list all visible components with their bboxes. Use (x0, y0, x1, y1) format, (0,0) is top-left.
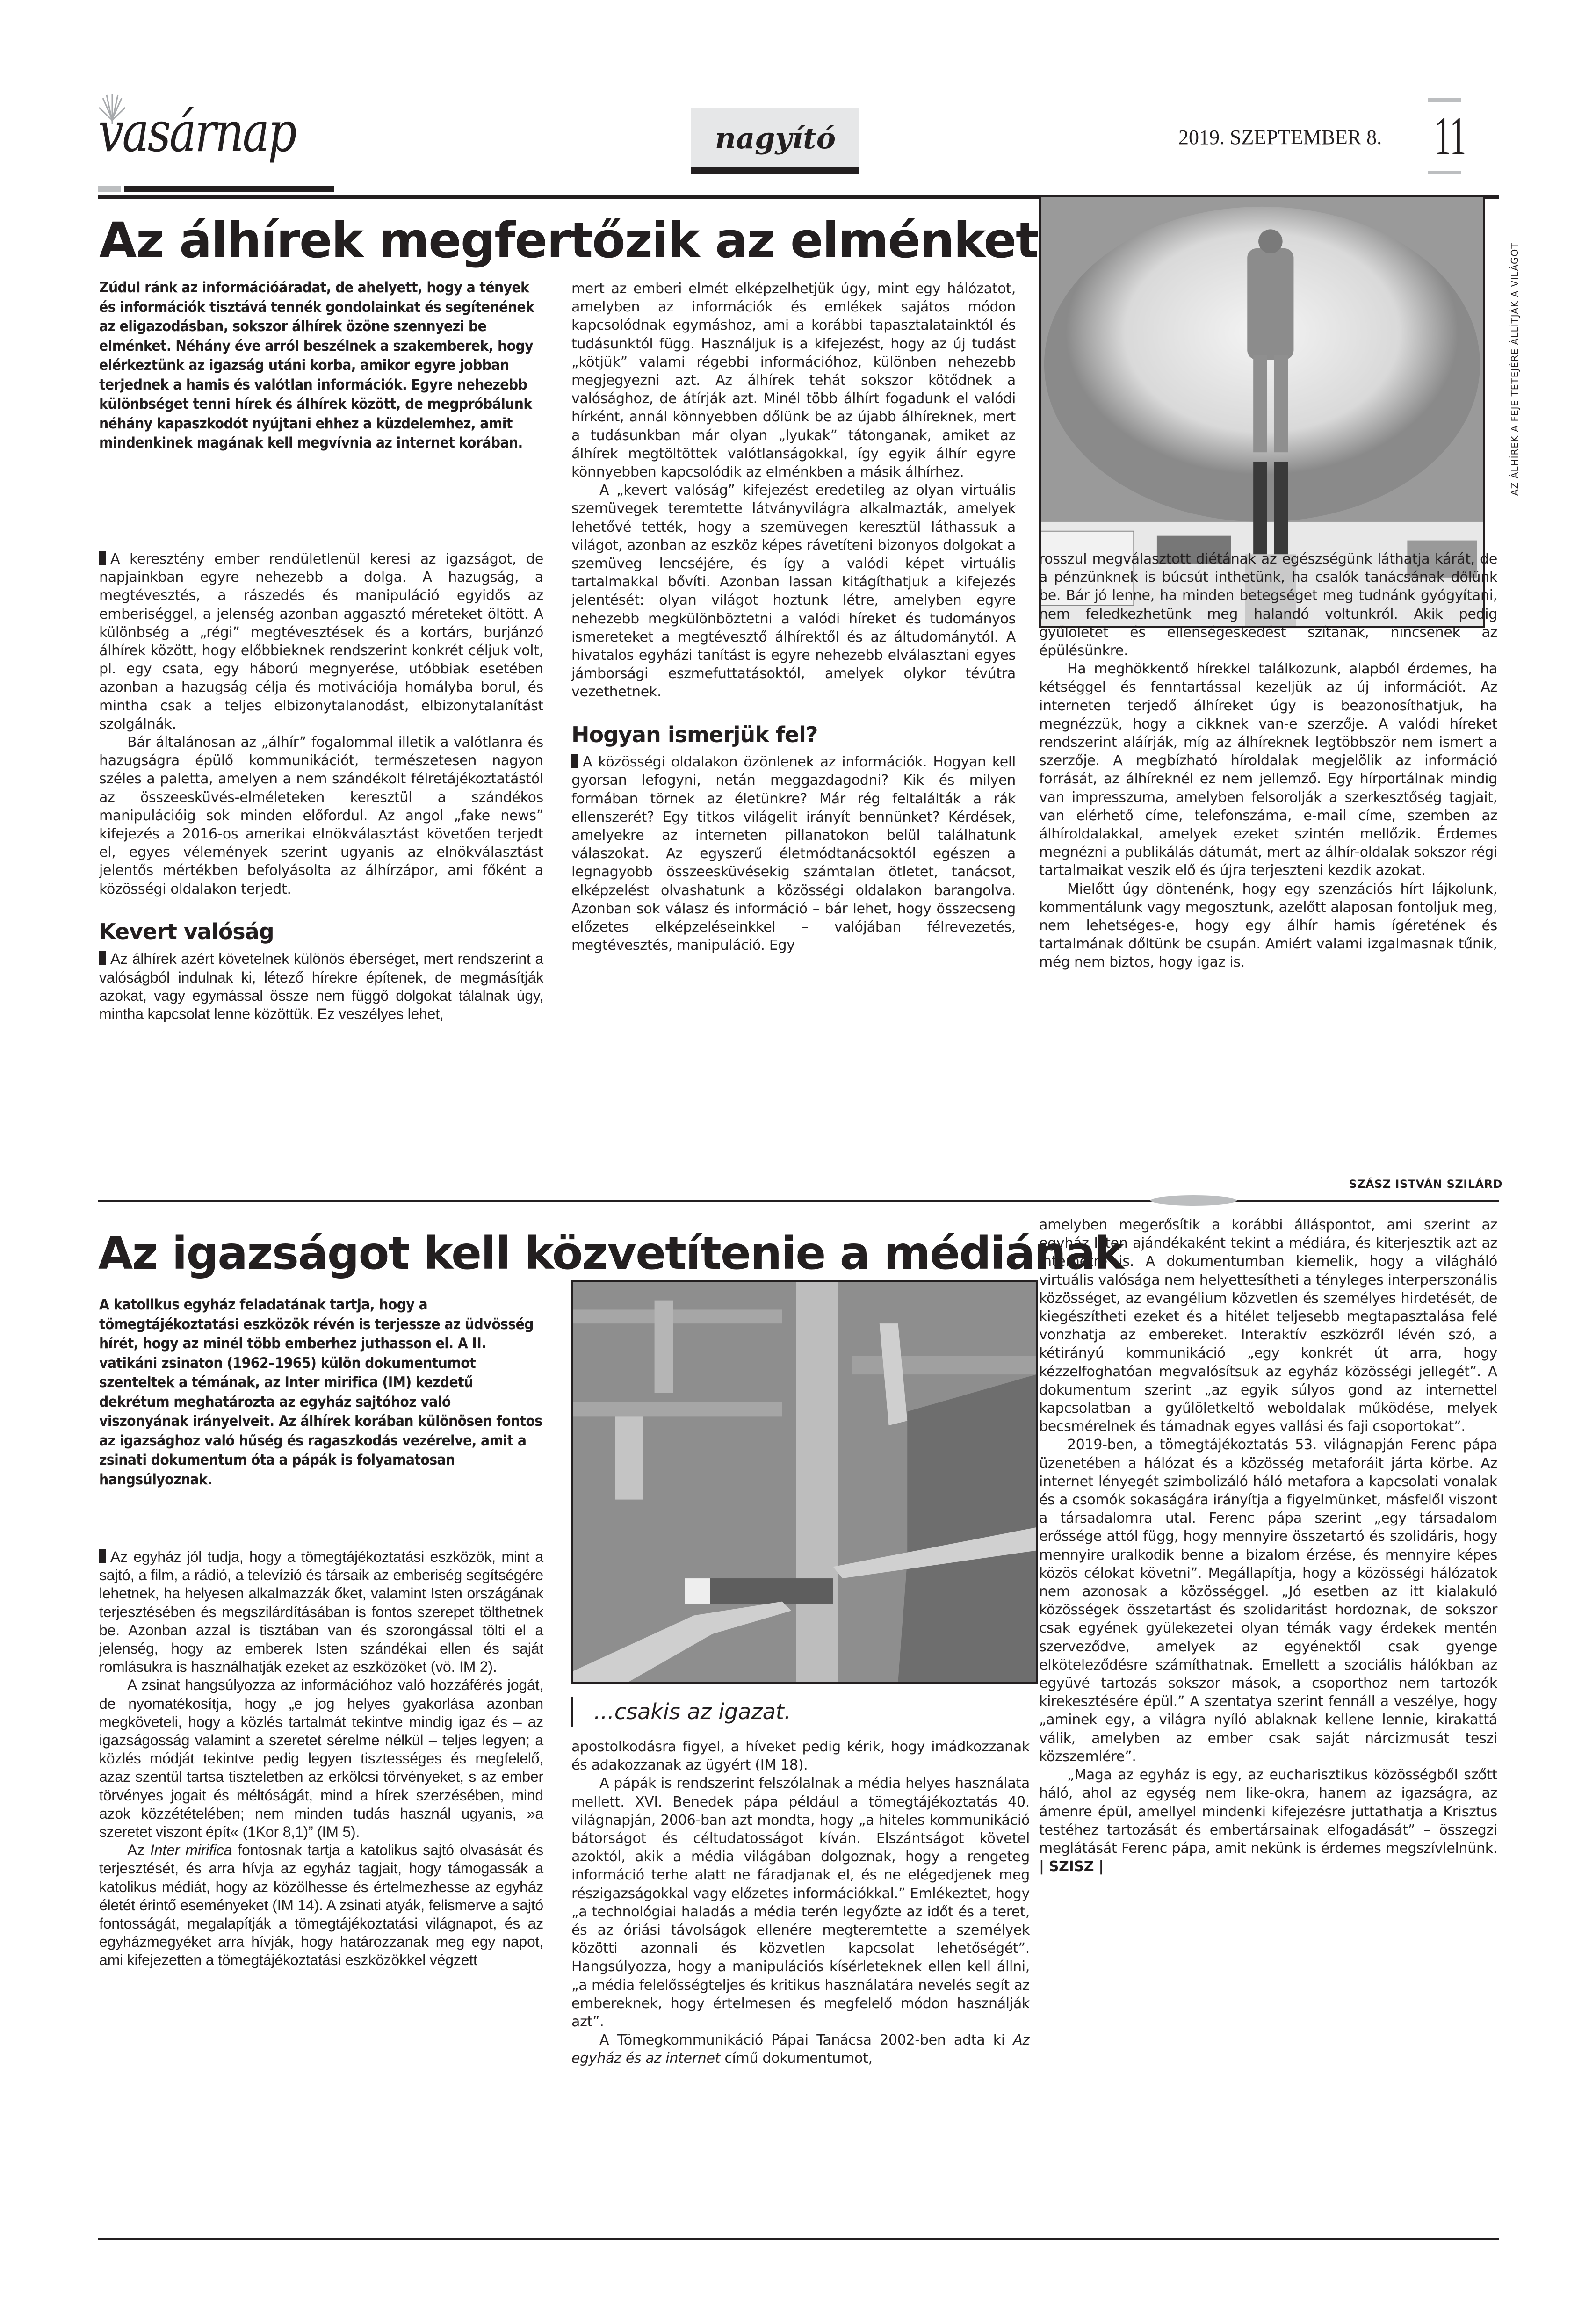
article1-paragraph: A keresztény ember rendületlenül keresi az igazságot, de napjainkban egyre nehezebb a dolga. A hazugság, a megtévesztés, a rászedés és manipuláció egyidős az emberiséggel, a jelenség azonban aggasztó méreteket öltött. A különbség a „régi” megtévesztések és a kortárs, burjánzó álhírek között, hogy előbbieknek rendszerint konkrét céljuk volt, pl. egy csata, egy háború megnyerése, utóbbiak esetében azonban a hazugság célja és motivációja homályba borul, és mintha csak a teljes elbizonytalanodást, elbizonytalanítást szolgálnák. (99, 550, 543, 733)
article1-subhead-hogyan: Hogyan ismerjük fel? (571, 722, 818, 747)
article2-lead: A katolikus egyház feladatának tartja, hogy a tömegtájékoztatási eszközök révén is terjessze az üdvösség hírét, hogy az minél több emberhez juthasson el. A II. vatikáni zsinaton (1962–1965) külön dokumentumot szenteltek a témának, az Inter mirifica (IM) kezdetű dekrétum meghatározta az egyház sajtóhoz való viszonyának irányelveit. Az álhírek korában különösen fontos az igazsághoz való hűség és ragaszkodás vezérelve, amit a zsinati dokumentum óta a pápák is folyamatosan hangsúlyoznak. (99, 1296, 542, 1488)
page-number-top-tick (1428, 98, 1461, 102)
article2-column-1 (99, 1548, 543, 1970)
oath-photo-caption: ...csakis az igazat. (571, 1697, 791, 1727)
logo-text: vasárnap (98, 100, 296, 164)
article2-paragraph: Az egyház jól tudja, hogy a tömegtájékoztatási eszközök, mint a sajtó, a film, a rádió, a televízió és társaik az emberiség segítségére lehetnek, ha helyesen alkalmazzák őket, valamint Isten országának terjesztésében és megszilárdításában is fontos szerepet tölthetnek be. Azonban azzal is tisztában van és szorongással tölti el a jelenség, hogy az emberek Isten szándékai ellen és saját romlásukra is használhatják ezeket az eszközöket (vö. IM 2). (99, 1548, 543, 1676)
article1-paragraph: Ha meghökkentő hírekkel találkozunk, alapból érdemes, ha kétséggel és fenntartással kezeljük az új információt. Az interneten terjedő álhíreket úgy is beazonosíthatjuk, ha megnézzük, hogy a cikknek van-e szerzője. A valódi híreket rendszerint aláírják, míg az álhíreknek legtöbbször nem ismert a szerzője. A megbízható híroldalak megjelölik az információ forrását, az álhíreknél ez nem jellemző. Egy hírportálnak mindig van impresszuma, amelyben felsorolják a szerkesztőség tagjait, van elérhető címe, telefonszáma, e-mail címe, szemben az álhíroldalakkal, amelyek ezeket szintén mellőzik. Érdemes megnézni a publikálás dátumát, mert az álhír-oldalak sokszor régi tartalmaikat veszik elő és újra terjeszteni kezdik azokat. (1039, 661, 1497, 879)
section-label: nagyító (715, 121, 836, 155)
inter-mirifica-title: Inter mirifica (150, 1842, 232, 1859)
issue-date: 2019. SZEPTEMBER 8. (1178, 126, 1382, 149)
article1-column-1 (99, 550, 543, 1023)
page-number-bottom-tick (1428, 171, 1461, 174)
article1-paragraph: Mielőtt úgy döntenénk, hogy egy szenzációs hírt lájkolunk, kommentálunk vagy megosztunk, azelőtt alaposan fontoljuk meg, nem lehetséges-e, hogy egy álhír hamis ígéretének és tartalmának dőltünk be csupán. Amiért valami izgalmasnak tűnik, még nem biztos, hogy igaz is. (1039, 881, 1497, 971)
article2-paragraph: apostolkodásra figyel, a híveket pedig kérik, hogy imádkozzanak és adakozzanak az ügyért (IM 18). (571, 1739, 1030, 1774)
article2-headline: Az igazságot kell közvetítenie a médiának (98, 1227, 1124, 1279)
article1-paragraph: A közösségi oldalakon özönlenek az információk. Hogyan kell gyorsan lefogyni, netán meggazdagodni? Kik és milyen formában törnek az életünkre? Már rég feltalálták a rák ellenszerét? Egy titkos világelit irányít bennünket? Kérdések, amelyekre az interneten pillanatokon belül találhatunk válaszokat. Az egyszerű életmódtanácsoktól egészen a legnagyobb összeesküvésekig számtalan ötletet, tanácsot, elképzelést olvashatunk a közösségi oldalakon barangolva. Azonban sok válasz és információ – bár lehet, hogy összecseng előzetes elképzeléseinkkel – valójában félrevezetés, megtévesztés, manipuláció. Egy (571, 753, 1016, 954)
byline-rule (1029, 1200, 1499, 1202)
article1-paragraph: rosszul megválasztott diétának az egészségünk láthatja kárát, de a pénzünknek is búcsút inthetünk, ha csalók tanácsának dőlünk be. Bár jó lenne, ha minden betegséget meg tudnánk gyógyítani, nem feledkezhetünk meg halandó voltunkról. Akik pedig gyűlöletet és ellenségeskedést szítanak, nincsenek az épülésünkre. (1039, 551, 1497, 659)
article-separator-rule (98, 1200, 1031, 1202)
byline-oval (1150, 1195, 1237, 1206)
article2-column-3 (1039, 1216, 1497, 1876)
hand-on-bible-image (573, 1282, 1036, 1682)
article2-signature: | SZISZ | (1039, 1858, 1104, 1875)
page-number-box (1428, 98, 1466, 174)
page-number: 11 (1434, 105, 1466, 166)
article1-paragraph: A „kevert valóság” kifejezést eredetileg az olyan virtuális szemüvegek teremtette látványvilágra alkalmazták, amelyek lehetővé tették, hogy a szemüvegen keresztül láthassuk a világot, azonban az eszköz képes rávetíteni bizonyos dolgokat a szemüveg lencséjére, és így a valódi képet virtuális tartalmakkal bővíti. Azonban lassan kitágíthatjuk a kifejezés jelentését: olyan világot hoztunk létre, amelyben egyre nehezebb megkülönböztetni a valódi híreket és tudományos ismereteket a megtévesztő álhírektől és az áltudománytól. A hivatalos egyházi tanítást is egyre nehezebb elválasztani egyes jámborsági eszmefuttatásoktól, amelyek olykor tévútra vezethetnek. (571, 482, 1016, 701)
article2-paragraph: amelyben megerősítik a korábbi álláspontot, ami szerint az egyház Isten ajándékaként tekint a médiára, és kiterjesztik azt az internetre is. A dokumentumban kiemelik, hogy a világháló virtuális valósága nem helyettesítheti a tényleges interperszonális közösséget, az evangélium közvetlen és személyes hirdetését, de kiegészítheti ezeket és a hitélet teljesebb megtapasztalása felé vonzhatja az embereket. Interaktív eszközről lévén szó, a kétirányú kommunikáció „egy konkrét út arra, hogy kézzelfoghatóan megvalósítsuk az egyház közösségi jellegét”. A dokumentum szerint „az egyik súlyos gond az internettel kapcsolatban a gyűlöletkeltő weboldalak működése, melyek becsmérelnek és támadnak egyes vallási és faji csoportokat”. (1039, 1217, 1497, 1435)
article1-subhead-kevert: Kevert valóság (99, 918, 274, 944)
logo-underline (98, 186, 334, 192)
article1-headline: Az álhírek megfertőzik az elménket (99, 212, 1038, 269)
section-tab (691, 108, 859, 174)
article1-lead: Zúdul ránk az információáradat, de ahelyett, hogy a tények és információk tisztává tennék gondolainkat és segítenének az eligazodásban, sokszor álhírek özöne szennyezi be elménket. Néhány éve arról beszélnek a szakemberek, hogy elérkeztünk az igazság utáni korba, amikor egyre jobban terjednek a hamis és valótlan információk. Egyre nehezebb különbséget tenni hírek és álhírek között, de megpróbálunk néhány kapaszkodót nyújtani ehhez a küzdelemhez, amit mindenkinek magának kell megvívnia az internet korában. (99, 279, 534, 451)
article1-paragraph: mert az emberi elmét elképzelhetjük úgy, mint egy hálózatot, amelyben az információk és emlékek sajátos módon kapcsolódnak egymáshoz, ami a korábbi tapasztalatainktól és tudásunktól függ. Használjuk is a kifejezést, hogy az új tudást „kötjük” valami régebbi információhoz, különben nehezebb megjegyezni azt. Az álhírek tehát sokszor kötődnek a valósághoz, de átírják azt. Minél több álhírt fogadunk el valódi hírként, annál könnyebben dőlünk be az újabb álhíreknek, mert a tudásunkban már olyan „lyukak” tátonganak, amiket az álhírek megtöltöttek valótlanságokkal, így egyik álhír egyre könnyebben kapcsolódik az elménkben a másik álhírhez. (571, 281, 1016, 481)
article1-column-3 (1039, 550, 1497, 972)
article2-paragraph: A Tömegkommunikáció Pápai Tanácsa 2002-ben adta ki Az egyház és az internet című dokumentumot, (571, 2032, 1030, 2067)
publication-logo (98, 96, 351, 171)
article1-column-2 (571, 280, 1016, 955)
article2-paragraph: A pápák is rendszerint felszólalnak a média helyes használata mellett. XVI. Benedek pápa például a tömegtájékoztatás 40. világnapján, 2006-ban azt mondta, hogy „a hiteles kommunikáció bátorságot és céltudatosságot kíván. Elszántságot követel azoktól, akik a média világában dolgoznak, hogy a rengeteg információ terhe alatt ne fáradjanak el, és ne elégedjenek meg részigazságokkal vagy előzetes információkkal.” Emlékeztet, hogy „a technológiai haladás a média terén legyőzte az időt és a teret, és az óriási távolságok ellenére megteremtette a személyek közötti azonnali és közvetlen kapcsolat lehetőségét”. Hangsúlyozza, hogy a manipulációs kísérleteknek ellen kell állni, „a média felelősségteljes és kritikus használatára nevelés segít az embereknek, hogy értelmesen és megfelelő módon használják azt”. (571, 1775, 1030, 2031)
bottom-rule (98, 2238, 1499, 2240)
oath-photo (571, 1280, 1038, 1684)
article1-byline: SZÁSZ ISTVÁN SZILÁRD (1349, 1178, 1502, 1191)
article1-paragraph: Az álhírek azért követelnek különös éberséget, mert rendszerint a valóságból indulnak ki, létező hírekre építenek, de megmásítják azokat, vagy egymással össze nem függő dolgokat tálalnak úgy, mintha kapcsolat lenne közöttük. Ez veszélyes lehet, (99, 950, 543, 1023)
photo-caption-vertical: AZ ÁLHÍREK A FEJE TETEJÉRE ÁLLÍTJÁK A VILÁGOT (1509, 242, 1520, 496)
article2-paragraph: 2019-ben, a tömegtájékoztatás 53. világnapján Ferenc pápa üzenetében a hálózat és a közösség metaforáit járta körbe. Az internet lényegét szimbolizáló háló metafora a kapcsolati vonalak és a csomók sokaságára irányítja a figyelmünket, másfelől viszont a társadalomra utal. Ferenc pápa szerint „egy társadalom erőssége attól függ, hogy mennyire összetartó és szolidáris, hogy mennyire uralkodik benne a bizalom érzése, és mennyire képes közös célokat követni”. Megállapítja, hogy a közösségi hálózatok nem azonosak a közösséggel. „Jó esetben az itt kialakuló közösségek összetartást és szolidaritást hordoznak, de sokszor csak egyének gyülekezetei olyan témák vagy érdekek mentén szerveződve, amelyek az egyénektől csak gyenge elköteleződésre számíthatnak. Emellett a szociális hálókban az együvé tartozás sokszor mások, a csoporthoz nem tartozók kirekesztésére épül.” A szentatya szerint fennáll a veszélye, hogy „aminek egy, a világra nyíló ablaknak kellene lennie, kirakattá válik, amelyben az ember csak saját nárcizmusát teszi közszemlére”. (1039, 1437, 1497, 1765)
article1-paragraph: Bár általánosan az „álhír” fogalommal illetik a valótlanra és hazugságra épülő kommunikációt, természetesen nagyon széles a paletta, amelyen a nem szándékolt félretájékoztatástól az összeesküvés-elméleteken keresztül a szándékos manipulációig sok minden előfordul. Az angol „fake news” kifejezés a 2016-os amerikai elnökválasztást követően terjedt el, egyes vélemények szerint ugyanis az elnökválasztást jelentős mértékben befolyásolta az álhírzápor, ami főként a közösségi oldalakon terjedt. (99, 734, 543, 897)
article2-paragraph: „Maga az egyház is egy, az eucharisztikus közösségből szőtt háló, ahol az egység nem like-okra, hanem az igazságra, az ámenre épül, amellyel mindenki kifejezésre juttathatja a Krisztus testéhez tartozását és embertársainak elfogadását” – összegzi meglátását Ferenc pápa, amit nekünk is érdemes megszívlelnünk. | SZISZ | (1039, 1767, 1497, 1875)
article2-column-2 (571, 1738, 1030, 2068)
document-title: Az egyház és az internet (571, 2032, 1030, 2067)
article2-paragraph: A zsinat hangsúlyozza az információhoz való hozzáférés jogát, de nyomatékosítja, hogy „e jog helyes gyakorlása azonban megköveteli, hogy a közlés tartalmát tekintve mindig igaz és – az igazságosság valamint a szeretet sérelme nélkül – teljes legyen; a közlés módját tekintve pedig legyen tisztességes és megfelelő, azaz szentül tartsa tiszteletben az erkölcsi törvényeket, s az ember törvényes jogait és méltóságát, mind a hírek szerzésében, mind azok közzétételében; nem minden tudás használ ugyanis, »a szeretet viszont épít« (1Kor 8,1)” (IM 5). (99, 1677, 543, 1841)
article2-paragraph: Az Inter mirifica fontosnak tartja a katolikus sajtó olvasását és terjesztését, és arra hívja az egyház tagjait, hogy támogassák a katolikus médiát, hogy az közölhesse és értelmezhesse az egyház életét érintő eseményeket (IM 14). A zsinati atyák, felismerve a sajtó fontosságát, megalapítják a tömegtájékoztatási világnapot, és az egyházmegyéket arra hívják, hogy határozzanak meg egy napot, ami kifejezetten a tömegtájékoztatási eszközökkel végzett (99, 1842, 544, 1969)
